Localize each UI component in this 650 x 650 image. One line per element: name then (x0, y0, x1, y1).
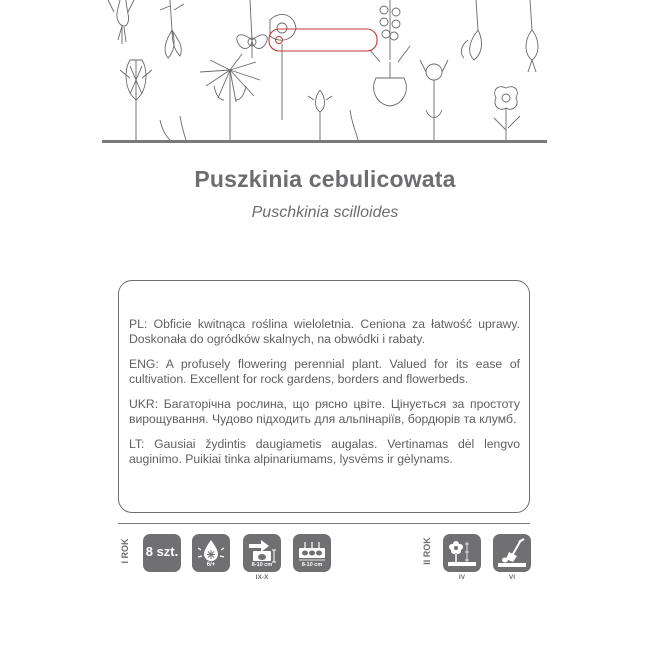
hardiness-badge (192, 534, 230, 572)
planting-depth-text: 8-10 cm (251, 562, 273, 568)
flower-icon (443, 534, 481, 572)
description-box (118, 280, 530, 513)
tulip-illustration (461, 0, 481, 60)
digging-badge (493, 534, 531, 572)
spacing-text: 8-10 cm (301, 562, 323, 568)
shovel-icon (493, 534, 531, 572)
planting-depth-badge (243, 534, 281, 572)
crown-imperial-illustration (200, 54, 260, 140)
year-one-label: I ROK (120, 538, 130, 564)
quantity-badge (143, 534, 181, 572)
flowering-badge (443, 534, 481, 572)
allium-illustration-right (420, 60, 448, 140)
description-ukr: UKR: Багаторічна рослина, що рясно цвіте. Цінується за простоту вирощування. Чудово підходить для альпінаріїв, бордюрів та клумб. (129, 397, 520, 426)
botanical-illustration (100, 0, 548, 145)
product-title: Puszkinia cebulicowata (194, 166, 456, 192)
bottom-divider (118, 523, 530, 524)
bulb-illustration-right (526, 0, 538, 72)
product-latin-name: Puschkinia scilloides (251, 204, 399, 221)
hardiness-text: 6/+ (206, 562, 216, 568)
planting-months-label: IX-X (255, 574, 269, 581)
description-lt: LT: Gausiai žydintis daugiametis augalas. Vertinamas dėl lengvo auginimo. Puikiai tinka alpinariumams, lysvėms ir gėlynams. (129, 437, 520, 466)
lily-illustration (237, 0, 267, 58)
description-eng: ENG: A profusely flowering perennial plant. Valued for its ease of cultivation. Excellent for rock gardens, borders and flowerbeds. (129, 357, 520, 386)
allium-bulb-illustration (120, 60, 152, 140)
flowering-month-label: IV (458, 574, 466, 581)
crocus-illustration (160, 0, 184, 58)
narcissus-illustration (494, 87, 520, 140)
description-pl: PL: Obficie kwitnąca roślina wieloletnia. Ceniona za łatwość uprawy. Doskonała do ogródków skalnych, na obwódki i rabaty. (129, 317, 520, 346)
planting-depth-icon (243, 536, 281, 564)
digging-month-label: VI (508, 574, 516, 581)
bulb-illustration-left (108, 0, 134, 44)
spacing-icon (293, 536, 331, 564)
leaf-illustration (160, 116, 186, 140)
hang-tag-outline (265, 25, 380, 55)
year-two-label: II ROK (422, 537, 432, 565)
stem-illustration (350, 110, 358, 140)
illustration-ground-line (102, 140, 547, 143)
spacing-badge (293, 534, 331, 572)
snowdrop-illustration (308, 90, 332, 140)
quantity-text: 8 szt. (145, 544, 179, 559)
